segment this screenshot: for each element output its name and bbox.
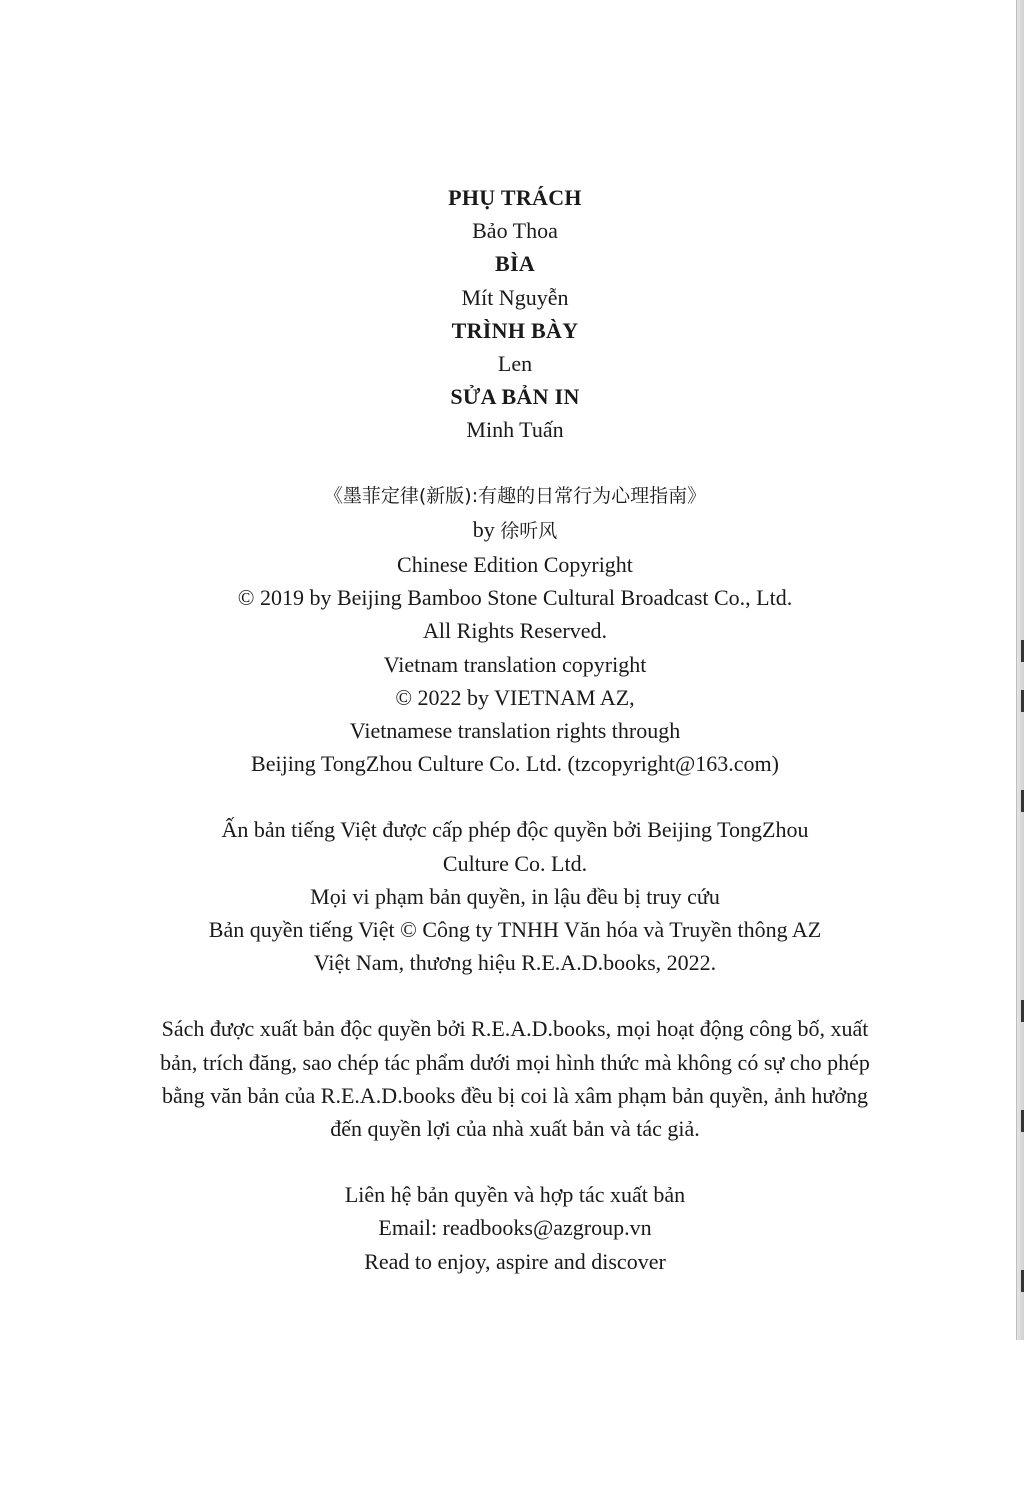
- contact-heading: Liên hệ bản quyền và hợp tác xuất bản: [344, 1182, 686, 1208]
- copyright-line: Chinese Edition Copyright: [397, 552, 633, 578]
- credit-name: Mít Nguyễn: [461, 284, 569, 310]
- author-name: 徐听风: [500, 519, 558, 542]
- credit-role: BÌA: [494, 251, 536, 277]
- copyright-line: © 2022 by VIETNAM AZ,: [395, 684, 635, 710]
- credit-role: SỬA BẢN IN: [450, 384, 580, 410]
- copyright-line: Vietnamese translation rights through: [349, 718, 681, 744]
- contact-block: [130, 1178, 900, 1278]
- license-line: Bản quyền tiếng Việt © Công ty TNHH Văn hóa và Truyền thông AZ: [208, 917, 822, 943]
- copyright-line: All Rights Reserved.: [423, 618, 607, 644]
- credit-name: Bảo Thoa: [472, 218, 558, 244]
- vietnamese-license-block: [130, 813, 900, 979]
- license-line: Mọi vi phạm bản quyền, in lậu đều bị truy cứu: [310, 883, 720, 909]
- author-prefix: by: [472, 516, 495, 542]
- credit-name: Minh Tuấn: [466, 417, 564, 443]
- credits-block: [130, 181, 900, 447]
- publishing-notice: Sách được xuất bản độc quyền bởi R.E.A.D.books, mọi hoạt động công bố, xuất bản, trích đăng, sao chép tác phẩm dưới mọi hình thức mà không có sự cho phép bằng văn bản của R.E.A.D.books đều bị coi là xâm phạm bản quyền, ảnh hưởng đến quyền lợi của nhà xuất bản và tác giả.: [160, 1016, 870, 1142]
- page-edge: [1017, 0, 1024, 1340]
- license-line: Việt Nam, thương hiệu R.E.A.D.books, 2022.: [313, 950, 717, 976]
- copyright-page: [130, 181, 900, 1278]
- page-edge-line: [1016, 0, 1017, 1340]
- author-line: [130, 513, 900, 548]
- tagline: Read to enjoy, aspire and discover: [364, 1248, 666, 1274]
- copyright-line: © 2019 by Beijing Bamboo Stone Cultural Broadcast Co., Ltd.: [237, 585, 793, 611]
- contact-email[interactable]: Email: readbooks@azgroup.vn: [378, 1215, 652, 1241]
- copyright-line: Vietnam translation copyright: [383, 651, 647, 677]
- license-line: Ấn bản tiếng Việt được cấp phép độc quyền bởi Beijing TongZhou: [221, 817, 809, 843]
- license-line: Culture Co. Ltd.: [442, 850, 588, 876]
- credit-name: Len: [497, 351, 533, 377]
- copyright-block: [130, 480, 900, 781]
- credit-role: PHỤ TRÁCH: [448, 185, 582, 210]
- original-title: 《墨菲定律(新版):有趣的日常行为心理指南》: [323, 484, 707, 507]
- copyright-line: Beijing TongZhou Culture Co. Ltd. (tzcopyright@163.com): [251, 751, 779, 777]
- credit-role: TRÌNH BÀY: [451, 317, 579, 343]
